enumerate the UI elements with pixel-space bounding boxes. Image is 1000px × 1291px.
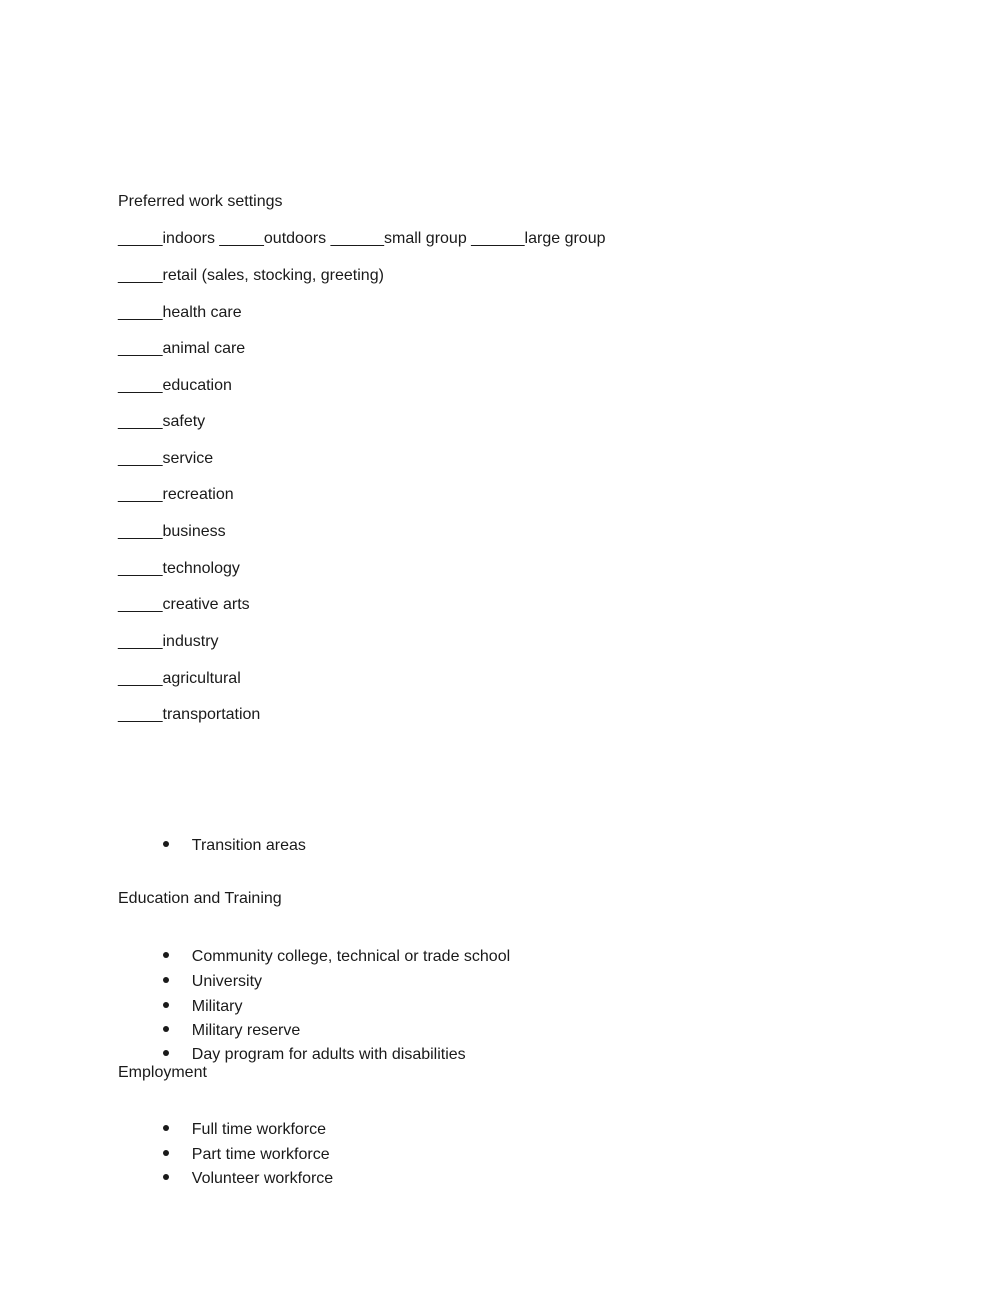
employment-bullet-label: Full time workforce xyxy=(191,1121,327,1138)
setting-item: _____education xyxy=(118,377,232,394)
education-bullet-label: Military reserve xyxy=(191,1022,301,1039)
education-bullet-label: Military xyxy=(191,998,243,1015)
employment-heading: Employment xyxy=(118,1064,207,1081)
setting-item: _____industry xyxy=(118,633,219,650)
setting-item: _____agricultural xyxy=(118,670,241,687)
setting-item: _____transportation xyxy=(118,706,261,723)
setting-item: _____animal care xyxy=(118,340,246,357)
setting-item: _____safety xyxy=(118,413,206,430)
education-bullet-label: Community college, technical or trade school xyxy=(191,948,511,965)
setting-item: _____retail (sales, stocking, greeting) xyxy=(118,267,384,284)
education-heading: Education and Training xyxy=(118,890,282,907)
bullet-icon xyxy=(163,1050,169,1056)
transition-bullet xyxy=(145,816,306,876)
employment-bullet-label: Volunteer workforce xyxy=(191,1170,334,1187)
employment-bullet xyxy=(145,1149,333,1209)
bullet-icon xyxy=(163,1174,169,1180)
settings-first-row: _____indoors _____outdoors ______small group ______large group xyxy=(118,230,606,247)
setting-item: _____technology xyxy=(118,560,240,577)
education-bullet-label: University xyxy=(191,973,263,990)
setting-item: _____service xyxy=(118,450,214,467)
setting-item: _____creative arts xyxy=(118,596,250,613)
employment-bullet-label: Part time workforce xyxy=(191,1146,330,1163)
bullet-icon xyxy=(163,841,169,847)
setting-item: _____business xyxy=(118,523,226,540)
setting-item: _____health care xyxy=(118,304,242,321)
education-bullet-label: Day program for adults with disabilities xyxy=(191,1046,466,1063)
preferred-settings-heading: Preferred work settings xyxy=(118,193,283,210)
transition-label: Transition areas xyxy=(191,837,306,854)
setting-item: _____recreation xyxy=(118,486,234,503)
